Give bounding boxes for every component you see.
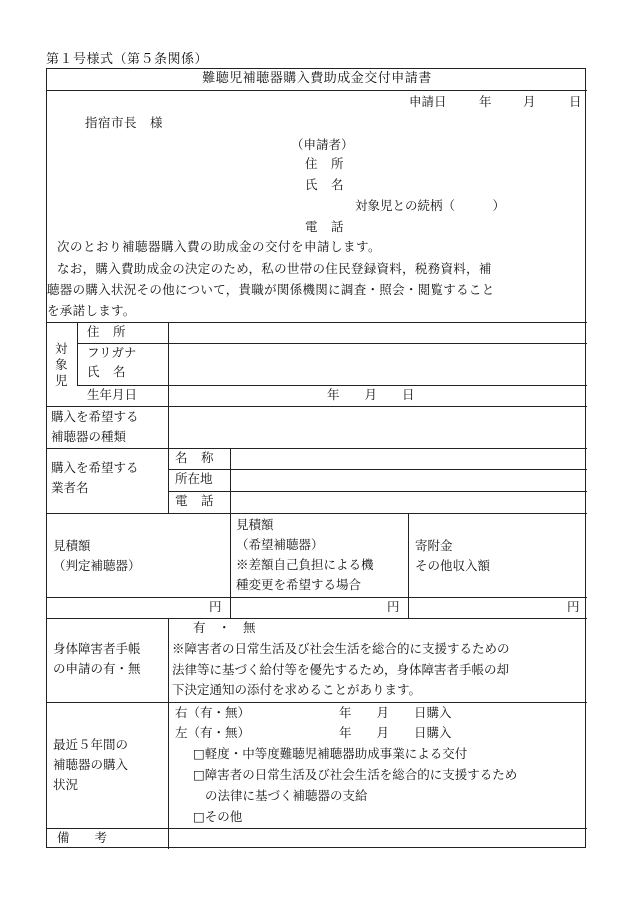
statement-2-line-2: 聴器の購入状況その他について，貴職が関係機関に調査・照会・閲覧すること — [47, 282, 495, 297]
date-day: 日 — [569, 94, 582, 109]
applicant-name-label: 氏 名 — [305, 177, 345, 192]
rule — [47, 513, 587, 514]
applicant-phone-label: 電 話 — [305, 219, 345, 234]
history-checkbox-2[interactable]: □障害者の日常生活及び社会生活を総合的に支援するため — [193, 767, 518, 782]
history-right-ear: 右（有・無） — [175, 705, 251, 720]
form-title: 難聴児補聴器購入費助成金交付申請書 — [202, 71, 432, 86]
donation-label-2: その他収入額 — [415, 558, 491, 573]
rule — [408, 513, 409, 618]
statement-2-line-3: を承諾します。 — [47, 303, 136, 318]
remarks-label: 備 考 — [57, 830, 108, 845]
history-label-1: 最近５年間の — [53, 737, 129, 752]
vendor-label-2: 業者名 — [51, 480, 89, 495]
vendor-label-1: 購入を希望する — [51, 460, 139, 475]
disability-options: 有 ・ 無 — [193, 620, 256, 635]
hearing-aid-type-label-2: 補聴器の種類 — [51, 429, 127, 444]
child-address-label: 住 所 — [87, 324, 127, 339]
child-furigana-label: フリガナ — [87, 345, 137, 360]
rule — [47, 322, 587, 323]
rule — [47, 90, 587, 91]
rule — [77, 322, 78, 385]
yen-unit-1: 円 — [209, 599, 222, 614]
rule — [77, 385, 587, 386]
child-name-label: 氏 名 — [87, 364, 127, 379]
vendor-phone-label: 電 話 — [175, 493, 215, 508]
rule — [230, 513, 231, 618]
child-group-label-3: 児 — [55, 373, 68, 388]
history-right-date: 年 月 日購入 — [339, 705, 452, 720]
disability-note-2: 法律等に基づく給付等を優先するため，身体障害者手帳の却 — [172, 662, 510, 677]
rule — [168, 322, 169, 406]
rule — [47, 618, 587, 619]
statement-2-line-1: なお，購入費助成金の決定のため，私の世帯の住民登録資料，税務資料，補 — [57, 261, 492, 276]
statement-1: 次のとおり補聴器購入費の助成金の交付を申請します。 — [57, 239, 382, 254]
applicant-address-label: 住 所 — [305, 156, 345, 171]
vendor-name-label: 名 称 — [175, 450, 215, 465]
applicant-label: （申請者） — [291, 137, 354, 152]
yen-unit-3: 円 — [567, 599, 580, 614]
history-checkbox-2-cont: の法律に基づく補聴器の支給 — [205, 788, 368, 803]
estimate-desired-label-1: 見積額 — [236, 517, 274, 532]
estimate-desired-label-4: 種変更を希望する場合 — [236, 577, 362, 592]
disability-note-3: 下決定通知の添付を求めることがあります。 — [172, 682, 422, 697]
child-group-label-1: 対 — [55, 341, 68, 356]
history-left-ear: 左（有・無） — [175, 725, 251, 740]
rule — [168, 618, 169, 702]
rule — [168, 702, 169, 849]
addressee: 指宿市長 様 — [85, 115, 164, 130]
history-checkbox-1[interactable]: □軽度・中等度難聴児補聴器助成事業による交付 — [193, 746, 468, 761]
hearing-aid-type-label-1: 購入を希望する — [51, 409, 139, 424]
history-left-date: 年 月 日購入 — [339, 725, 452, 740]
history-label-3: 状況 — [53, 777, 79, 792]
relationship-label: 対象児との続柄（ ） — [355, 198, 506, 213]
yen-unit-2: 円 — [387, 599, 400, 614]
donation-label-1: 寄附金 — [415, 538, 453, 553]
history-label-2: 補聴器の購入 — [53, 757, 129, 772]
disability-label-1: 身体障害者手帳 — [53, 641, 141, 656]
date-month: 月 — [523, 94, 536, 109]
rule — [47, 597, 587, 598]
rule — [47, 406, 587, 407]
rule — [168, 448, 169, 513]
rule — [168, 491, 587, 492]
rule — [230, 448, 231, 513]
child-birth-value: 年 月 日 — [327, 387, 415, 402]
rule — [77, 343, 587, 344]
disability-note-1: ※障害者の日常生活及び社会生活を総合的に支援するための — [172, 641, 510, 656]
vendor-location-label: 所在地 — [175, 471, 213, 486]
estimate-judged-label-2: （判定補聴器） — [53, 558, 141, 573]
estimate-desired-label-3: ※差額自己負担による機 — [236, 557, 374, 572]
rule — [168, 406, 169, 448]
date-label: 申請日 — [409, 94, 447, 109]
estimate-judged-label-1: 見積額 — [53, 538, 91, 553]
history-checkbox-3[interactable]: □その他 — [193, 809, 243, 824]
estimate-desired-label-2: （希望補聴器） — [236, 537, 324, 552]
disability-label-2: の申請の有・無 — [53, 661, 141, 676]
rule — [47, 828, 587, 829]
application-form — [46, 68, 586, 848]
rule — [47, 702, 587, 703]
rule — [168, 469, 587, 470]
child-group-label-2: 象 — [55, 357, 68, 372]
form-number: 第１号様式（第５条関係） — [46, 52, 209, 67]
date-year: 年 — [479, 94, 492, 109]
child-birth-label: 生年月日 — [87, 387, 138, 402]
rule — [47, 448, 587, 449]
